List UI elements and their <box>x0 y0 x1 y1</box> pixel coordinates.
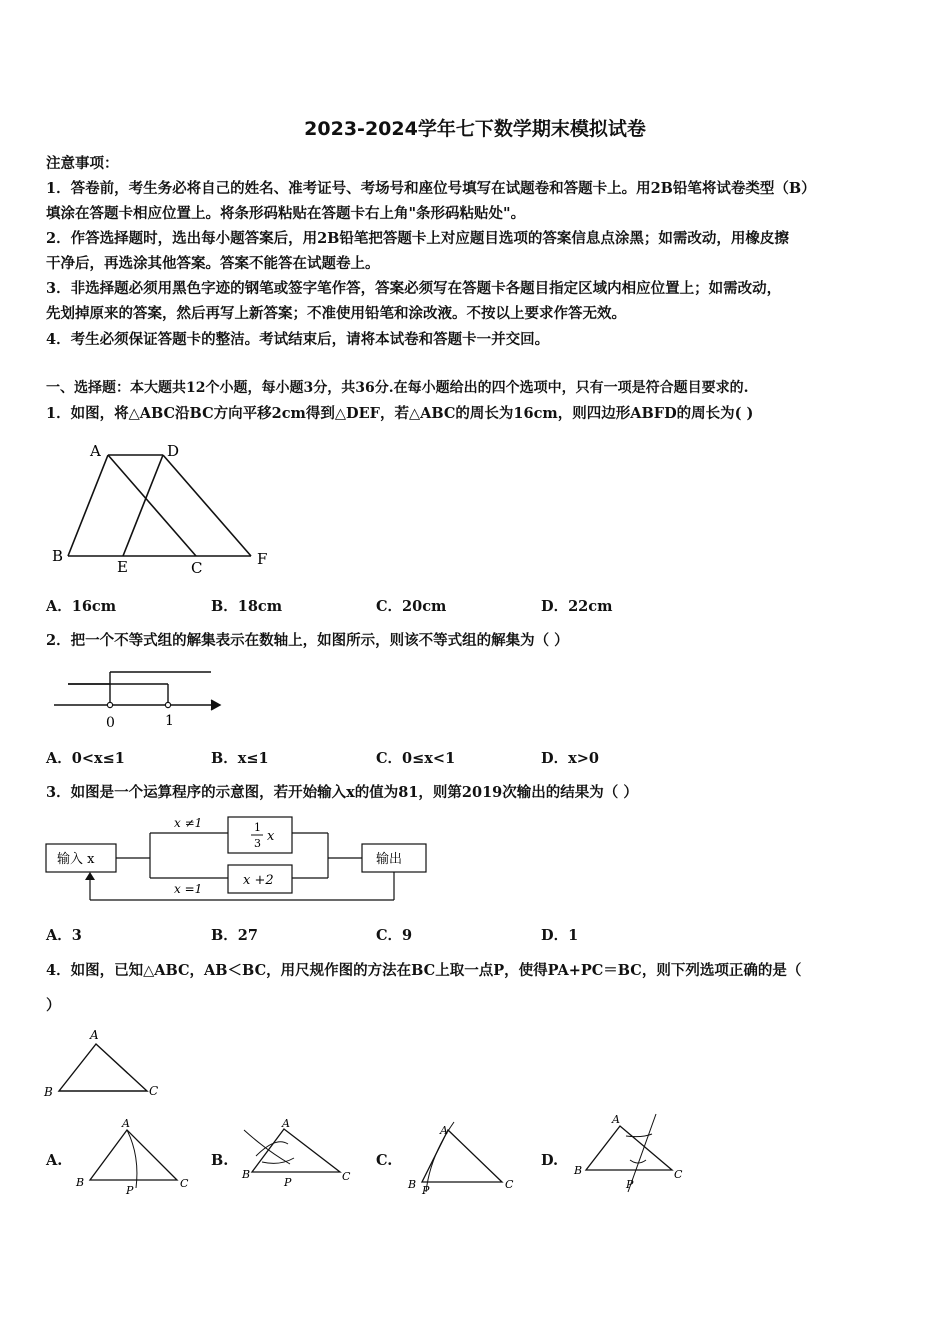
q3-option-d[interactable]: D．1 <box>541 927 579 944</box>
q4-option-c[interactable]: C. <box>376 1152 393 1169</box>
notice-line: 1．答卷前，考生务必将自己的姓名、准考证号、考场号和座位号填写在试题卷和答题卡上。用2B铅笔将试卷类型（B） <box>46 180 816 197</box>
q2-option-b[interactable]: B．x≤1 <box>211 750 269 767</box>
label-B: B <box>44 1085 53 1099</box>
label-C: C <box>674 1168 683 1181</box>
condition-top: x ≠1 <box>174 816 203 830</box>
q3-option-a[interactable]: A．3 <box>46 927 82 944</box>
output-label: 输出 <box>376 852 403 867</box>
label-A: A <box>612 1113 620 1126</box>
q4-option-b[interactable]: B. <box>211 1152 229 1169</box>
label-P: P <box>422 1184 430 1197</box>
notice-line: 2．作答选择题时，选出每小题答案后，用2B铅笔把答题卡上对应题目选项的答案信息点涂黑；如需改动，用橡皮擦 <box>46 230 789 247</box>
q4-option-b-figure <box>236 1116 366 1200</box>
notice-line: 4．考生必须保证答题卡的整洁。考试结束后，请将本试卷和答题卡一并交回。 <box>46 331 550 348</box>
q2-number-line <box>46 662 236 732</box>
q2-option-a[interactable]: A．0<x≤1 <box>46 750 125 767</box>
label-B: B <box>408 1178 417 1191</box>
q3-option-c[interactable]: C．9 <box>376 927 413 944</box>
fraction-den: 3 <box>254 837 261 850</box>
question-3-text: 3．如图是一个运算程序的示意图，若开始输入x的值为81，则第2019次输出的结果为（ ） <box>46 784 638 801</box>
q1-option-a[interactable]: A．16cm <box>46 598 117 615</box>
label-P: P <box>626 1178 634 1191</box>
section-heading: 一、选择题：本大题共12个小题，每小题3分，共36分.在每小题给出的四个选项中，只有一项是符合题目要求的. <box>46 380 749 396</box>
label-C: C <box>342 1170 351 1183</box>
q4-option-d-figure <box>572 1108 702 1198</box>
q2-option-c[interactable]: C．0≤x<1 <box>376 750 456 767</box>
label-C: C <box>191 559 203 577</box>
notice-line: 先划掉原来的答案，然后再写上新答案；不准使用铅笔和涂改液。不按以上要求作答无效。 <box>46 305 626 322</box>
q1-option-b[interactable]: B．18cm <box>211 598 283 615</box>
notice-line: 3．非选择题必须用黑色字迹的钢笔或签字笔作答，答案必须写在答题卡各题目指定区域内相应位置上；如需改动， <box>46 280 782 297</box>
q3-flowchart <box>44 810 436 910</box>
label-A: A <box>90 442 101 460</box>
fraction-num: 1 <box>254 821 261 834</box>
question-4-text: 4．如图，已知△ABC，AB＜BC，用尺规作图的方法在BC上取一点P，使得PA+PC＝BC，则下列选项正确的是（ <box>46 962 802 979</box>
tick-0: 0 <box>106 715 115 731</box>
label-C: C <box>505 1178 514 1191</box>
q4-option-d[interactable]: D. <box>541 1152 559 1169</box>
label-A: A <box>90 1028 99 1042</box>
q4-option-c-figure <box>402 1116 532 1200</box>
q1-figure <box>46 436 286 581</box>
question-4-text-cont: ） <box>46 997 61 1014</box>
label-B: B <box>574 1164 583 1177</box>
label-A: A <box>122 1117 130 1130</box>
plus-two-label: x +2 <box>243 873 274 888</box>
label-B: B <box>242 1168 251 1181</box>
label-P: P <box>284 1176 292 1189</box>
label-E: E <box>117 558 128 576</box>
page-title: 2023-2024学年七下数学期末模拟试卷 <box>304 118 646 140</box>
input-label: 输入 x <box>57 852 95 867</box>
label-C: C <box>180 1177 189 1190</box>
label-P: P <box>126 1184 134 1197</box>
label-A: A <box>282 1117 290 1130</box>
condition-bottom: x =1 <box>174 882 203 896</box>
notice-heading: 注意事项： <box>46 155 119 172</box>
notice-line: 填涂在答题卡相应位置上。将条形码粘贴在答题卡右上角"条形码粘贴处"。 <box>46 205 526 222</box>
notice-line: 干净后，再选涂其他答案。答案不能答在试题卷上。 <box>46 255 380 272</box>
label-C: C <box>149 1084 159 1098</box>
q3-option-b[interactable]: B．27 <box>211 927 258 944</box>
fraction-var: x <box>267 829 275 844</box>
label-A: A <box>440 1124 448 1137</box>
label-D: D <box>167 442 180 460</box>
q1-option-c[interactable]: C．20cm <box>376 598 447 615</box>
q4-option-a[interactable]: A. <box>46 1152 63 1169</box>
label-B: B <box>76 1176 85 1189</box>
tick-1: 1 <box>165 713 174 729</box>
q4-option-a-figure <box>70 1116 200 1200</box>
label-B: B <box>52 547 64 565</box>
q1-option-d[interactable]: D．22cm <box>541 598 613 615</box>
q2-option-d[interactable]: D．x>0 <box>541 750 599 767</box>
question-1-text: 1．如图，将△ABC沿BC方向平移2cm得到△DEF，若△ABC的周长为16cm，则四边形ABFD的周长为( ) <box>46 405 754 422</box>
question-2-text: 2．把一个不等式组的解集表示在数轴上，如图所示，则该不等式组的解集为（ ） <box>46 632 569 649</box>
q4-triangle <box>40 1024 170 1104</box>
label-F: F <box>257 550 268 568</box>
